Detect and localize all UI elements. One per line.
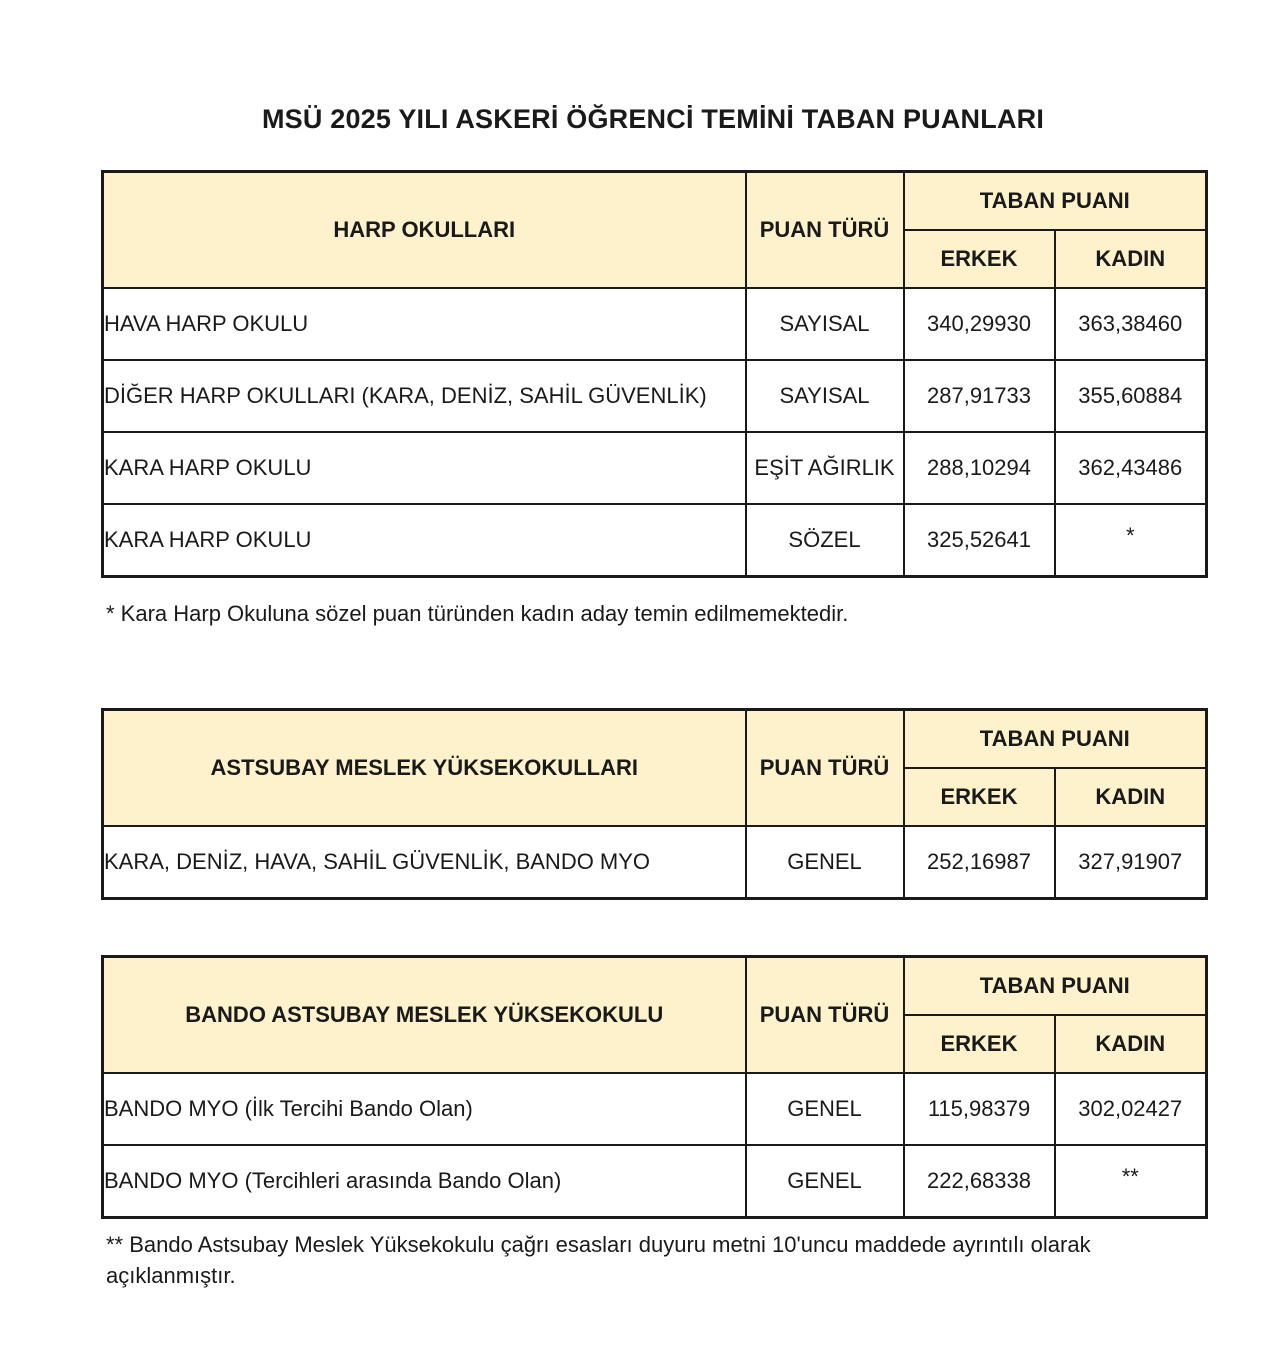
table-row (103, 504, 1207, 577)
table-row (103, 288, 1207, 360)
page-title: MSÜ 2025 YILI ASKERİ ÖĞRENCİ TEMİNİ TABAN PUANLARI (261, 104, 1045, 134)
column-header-base-score: TABAN PUANI (904, 710, 1207, 769)
column-header-base-score: TABAN PUANI (904, 957, 1207, 1016)
school-name: KARA HARP OKULU (103, 432, 746, 504)
astsubay-myo-table (101, 708, 1208, 900)
school-name: BANDO MYO (Tercihleri arasında Bando Olan) (103, 1145, 746, 1218)
table-row (103, 1073, 1207, 1145)
male-score: 252,16987 (904, 826, 1055, 899)
column-header-school: HARP OKULLARI (103, 172, 746, 289)
column-header-score-type: PUAN TÜRÜ (746, 957, 904, 1074)
male-score: 287,91733 (904, 360, 1055, 432)
bando-myo-table (101, 955, 1208, 1219)
female-score: 327,91907 (1055, 826, 1207, 899)
score-type: GENEL (746, 826, 904, 899)
column-header-score-type: PUAN TÜRÜ (746, 172, 904, 289)
score-type: SAYISAL (746, 360, 904, 432)
female-score: 355,60884 (1055, 360, 1207, 432)
male-score: 222,68338 (904, 1145, 1055, 1218)
female-score (1055, 1145, 1207, 1218)
score-type: GENEL (746, 1145, 904, 1218)
school-name: KARA, DENİZ, HAVA, SAHİL GÜVENLİK, BANDO MYO (103, 826, 746, 899)
female-score: 363,38460 (1055, 288, 1207, 360)
table-row (103, 432, 1207, 504)
male-score: 115,98379 (904, 1073, 1055, 1145)
score-type: SÖZEL (746, 504, 904, 577)
female-score: 362,43486 (1055, 432, 1207, 504)
male-score: 340,29930 (904, 288, 1055, 360)
column-header-female: KADIN (1055, 768, 1207, 826)
column-header-school: BANDO ASTSUBAY MESLEK YÜKSEKOKULU (103, 957, 746, 1074)
column-header-male: ERKEK (904, 1015, 1055, 1073)
column-header-male: ERKEK (904, 768, 1055, 826)
school-name: HAVA HARP OKULU (103, 288, 746, 360)
table-row (103, 1145, 1207, 1218)
column-header-base-score: TABAN PUANI (904, 172, 1207, 231)
score-type: GENEL (746, 1073, 904, 1145)
score-type: SAYISAL (746, 288, 904, 360)
score-type: EŞİT AĞIRLIK (746, 432, 904, 504)
table-row (103, 360, 1207, 432)
column-header-female: KADIN (1055, 1015, 1207, 1073)
footnote: * Kara Harp Okuluna sözel puan türünden kadın aday temin edilmemektedir. (106, 601, 849, 626)
column-header-score-type: PUAN TÜRÜ (746, 710, 904, 827)
school-name: KARA HARP OKULU (103, 504, 746, 577)
column-header-male: ERKEK (904, 230, 1055, 288)
harp-okullari-table (101, 170, 1208, 578)
male-score: 288,10294 (904, 432, 1055, 504)
school-name: DİĞER HARP OKULLARI (KARA, DENİZ, SAHİL GÜVENLİK) (103, 360, 746, 432)
column-header-female: KADIN (1055, 230, 1207, 288)
footnote-marker: ** (1121, 1164, 1139, 1189)
column-header-school: ASTSUBAY MESLEK YÜKSEKOKULLARI (103, 710, 746, 827)
table-row (103, 826, 1207, 899)
male-score: 325,52641 (904, 504, 1055, 577)
school-name: BANDO MYO (İlk Tercihi Bando Olan) (103, 1073, 746, 1145)
footnote: ** Bando Astsubay Meslek Yüksekokulu çağrı esasları duyuru metni 10'uncu maddede ayrıntılı olarak açıklanmıştır. (106, 1232, 1091, 1288)
footnote-marker: * (1125, 523, 1135, 548)
female-score (1055, 504, 1207, 577)
female-score: 302,02427 (1055, 1073, 1207, 1145)
